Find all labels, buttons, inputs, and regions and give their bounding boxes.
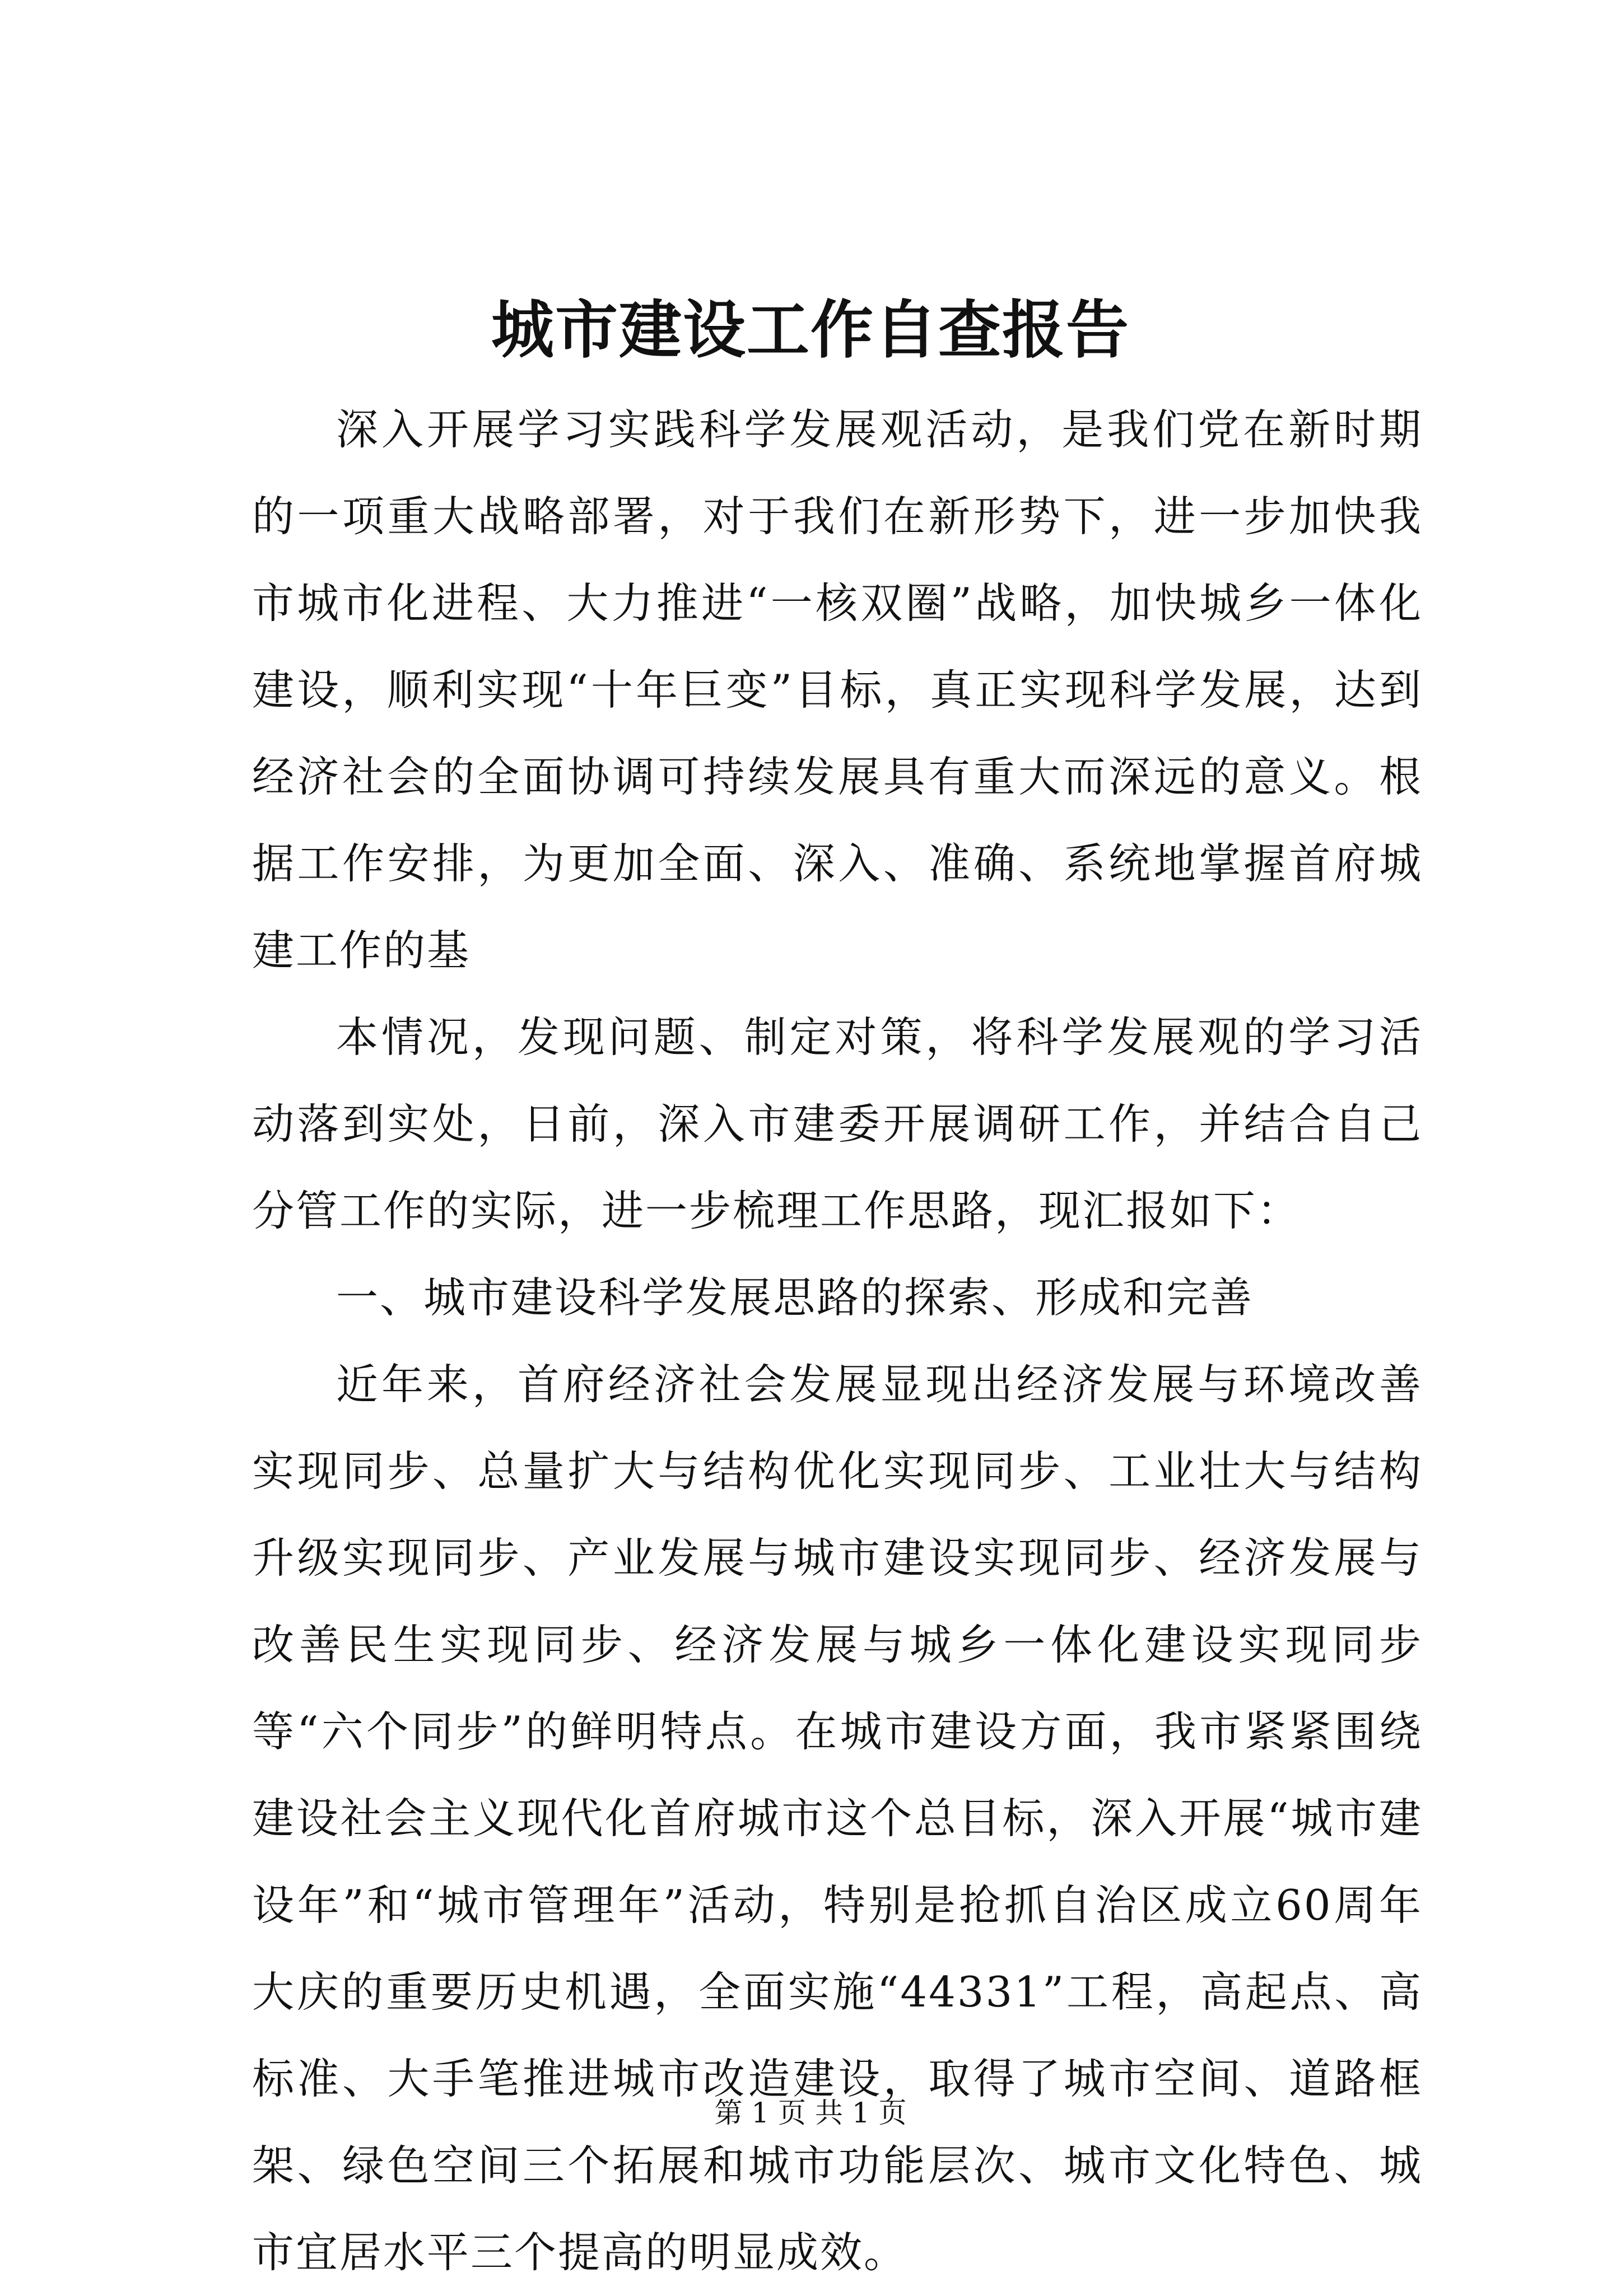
document-body — [252, 386, 1423, 2296]
paragraph-continuation: 本情况，发现问题、制定对策，将科学发展观的学习活动落到实处，日前，深入市建委开展调研工作，并结合自己分管工作的实际，进一步梳理工作思路，现汇报如下： — [252, 1012, 1423, 1235]
section-heading: 一、城市建设科学发展思路的探索、形成和完善 — [336, 1273, 1254, 1322]
page-number-footer: 第 1 页 共 1 页 — [714, 2097, 907, 2129]
paragraph-development: 近年来，首府经济社会发展显现出经济发展与环境改善实现同步、总量扩大与结构优化实现同步、工业壮大与结构升级实现同步、产业发展与城市建设实现同步、经济发展与改善民生实现同步、经济发展与城乡一体化建设实现同步等“六个同步”的鲜明特点。在城市建设方面，我市紧紧围绕建设社会主义现代化首府城市这个总目标，深入开展“城市建设年”和“城市管理年”活动，特别是抢抓自治区成立60周年大庆的重要历史机遇，全面实施“44331”工程，高起点、高标准、大手笔推进城市改造建设，取得了城市空间、道路框架、绿色空间三个拓展和城市功能层次、城市文化特色、城市宜居水平三个提高的明显成效。 — [252, 1360, 1423, 2277]
document-title: 城市建设工作自查报告 — [491, 293, 1130, 367]
paragraph-intro: 深入开展学习实践科学发展观活动，是我们党在新时期的一项重大战略部署，对于我们在新形势下，进一步加快我市城市化进程、大力推进“一核双圈”战略，加快城乡一体化建设，顺利实现“十年巨变”目标，真正实现科学发展，达到经济社会的全面协调可持续发展具有重大而深远的意义。根据工作安排，为更加全面、深入、准确、系统地掌握首府城建工作的基 — [252, 405, 1423, 975]
